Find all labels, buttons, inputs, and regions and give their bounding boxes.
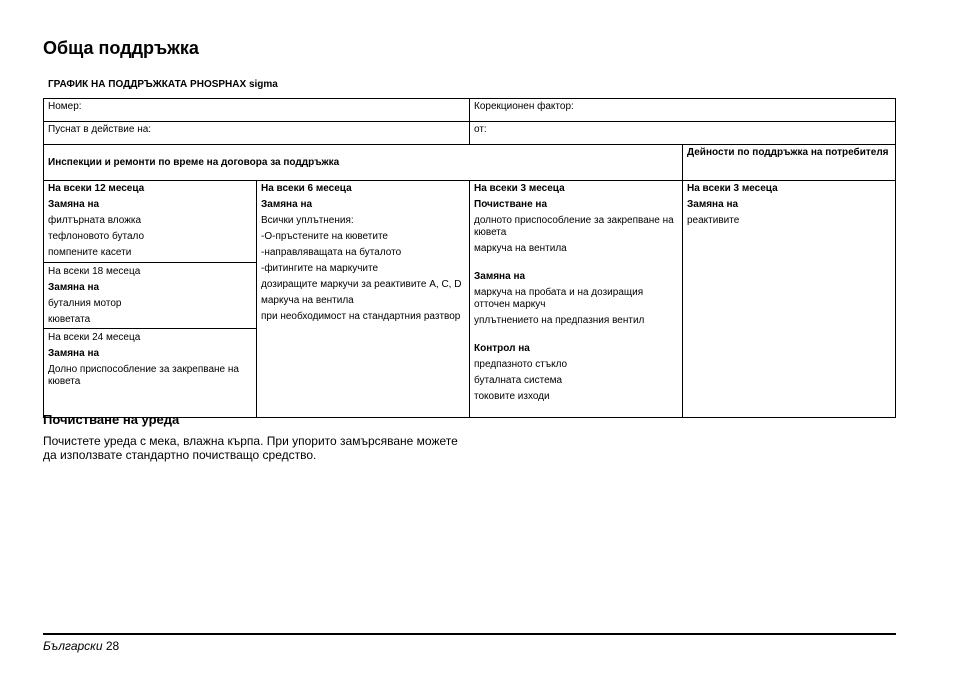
block-subtitle: Замяна на [48, 282, 100, 293]
from-cell: от: [470, 122, 896, 145]
block-subtitle: Замяна на [261, 199, 313, 210]
section-text: Почистете уреда с мека, влажна кърпа. При упорито замърсяване можете да използвате стандартно почистващо средство. [43, 434, 458, 462]
inspections-header: Инспекции и ремонти по време на договора за поддръжка [44, 145, 683, 181]
footer-page-number: 28 [105, 639, 120, 653]
list-item: при необходимост на стандартния разтвор [261, 311, 461, 322]
list-item: уплътнението на предпазния вентил [474, 315, 645, 326]
number-cell: Номер: [44, 99, 470, 122]
block-title: На всеки 18 месеца [48, 266, 141, 277]
footer-divider [43, 633, 896, 635]
footer-language: Български [43, 639, 103, 653]
block-subtitle: Замяна на [48, 348, 100, 359]
list-item: токовите изходи [474, 391, 550, 402]
list-item: -фитингите на маркучите [261, 263, 379, 274]
block-subtitle: Замяна на [687, 199, 739, 210]
list-item: маркуча на вентила [261, 295, 354, 306]
block-title: На всеки 24 месеца [48, 332, 141, 343]
block-title: На всеки 3 месеца [687, 183, 778, 194]
block-subtitle: Замяна на [474, 271, 526, 282]
list-item: реактивите [687, 215, 740, 226]
footer [43, 639, 119, 653]
col-6-months [257, 181, 470, 418]
block-24-months [44, 329, 256, 391]
maintenance-table [43, 98, 896, 418]
list-item: тефлоновото бутало [48, 231, 145, 242]
list-item: помпените касети [48, 247, 132, 258]
list-item: предпазното стъкло [474, 359, 568, 370]
col-3-months-service [470, 181, 683, 418]
list-item: Долно приспособление за закрепване на кювета [48, 364, 239, 387]
list-item: маркуча на пробата и на дозиращия отточен маркуч [474, 287, 644, 310]
list-item: маркуча на вентила [474, 243, 567, 254]
list-item: дозиращите маркучи за реактивите A, C, D [261, 279, 462, 290]
col-12-18-24-months [44, 181, 257, 418]
block-title: На всеки 12 месеца [48, 183, 145, 194]
commissioned-cell: Пуснат в действие на: [44, 122, 470, 145]
col-3-months-user [683, 181, 896, 418]
list-item: -направляващата на буталото [261, 247, 402, 258]
list-item: кюветата [48, 314, 91, 325]
list-item: филтърната вложка [48, 215, 142, 226]
list-item: -О-пръстените на кюветите [261, 231, 388, 242]
block-12-months [44, 181, 256, 263]
section-title: Почистване на уреда [43, 412, 180, 427]
list-item: Всички уплътнения: [261, 215, 354, 226]
block-title: На всеки 3 месеца [474, 183, 565, 194]
block-18-months [44, 263, 256, 329]
page-title: Обща поддръжка [43, 38, 199, 58]
block-title: На всеки 6 месеца [261, 183, 352, 194]
list-item: долното приспособление за закрепване на кювета [474, 215, 674, 238]
table-title: ГРАФИК НА ПОДДРЪЖКАТА PHOSPHAX sigma [48, 79, 278, 90]
user-activities-header: Дейности по поддръжка на потребителя [683, 145, 896, 181]
list-item: буталния мотор [48, 298, 122, 309]
block-subtitle: Почистване на [474, 199, 548, 210]
block-subtitle: Контрол на [474, 343, 530, 354]
list-item: буталната система [474, 375, 563, 386]
correction-factor-cell: Корекционен фактор: [470, 99, 896, 122]
block-subtitle: Замяна на [48, 199, 100, 210]
